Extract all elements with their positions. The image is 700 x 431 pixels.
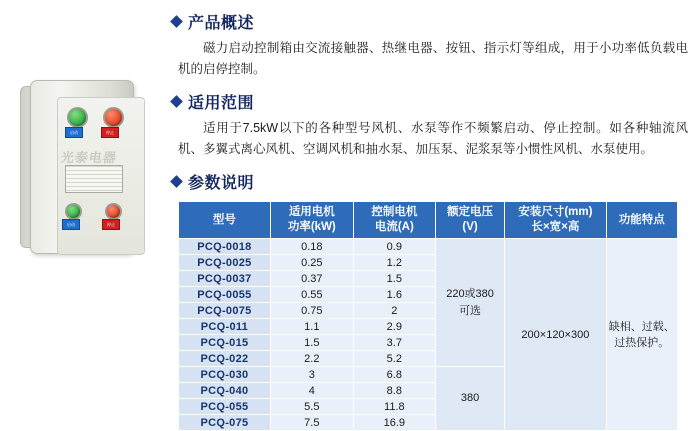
start-button-green[interactable] [67, 107, 88, 128]
col-header-size-line1: 安装尺寸(mm) [518, 206, 593, 218]
indicator-lamp-red[interactable] [105, 203, 122, 220]
cell-model: PCQ-011 [179, 319, 271, 335]
cell-current: 1.5 [353, 271, 435, 287]
diamond-bullet-icon [170, 95, 183, 108]
cell-power: 4 [270, 383, 353, 399]
cell-current: 1.6 [353, 287, 435, 303]
cell-model: PCQ-055 [179, 399, 271, 415]
diamond-bullet-icon [170, 175, 183, 188]
col-header-model [179, 202, 271, 239]
diamond-bullet-icon [170, 15, 183, 28]
section-text-scope: 适用于7.5kW以下的各种型号风机、水泵等作不频繁启动、停止控制。如各种轴流风机、多翼式离心风机、空调风机和抽水泵、加压泵、泥浆泵等小惯性风机、水泵使用。 [178, 121, 688, 156]
cell-power: 2.2 [270, 351, 353, 367]
cell-power: 3 [270, 367, 353, 383]
cell-voltage-group-1 [435, 239, 504, 367]
table-row [179, 239, 678, 255]
nameplate-text-lines [66, 166, 122, 192]
cell-power: 1.5 [270, 335, 353, 351]
col-header-current-line2: 电流(A) [374, 221, 414, 233]
cell-current: 6.8 [353, 367, 435, 383]
cell-current: 2.9 [353, 319, 435, 335]
table-header [179, 202, 678, 239]
col-header-features [606, 202, 677, 239]
cell-current: 0.9 [353, 239, 435, 255]
product-photo [12, 72, 152, 262]
col-header-current-line1: 控制电机 [371, 206, 418, 218]
cell-size: 200×120×300 [505, 239, 606, 431]
stop-button-tag: 停止 [101, 127, 119, 138]
cell-model: PCQ-015 [179, 335, 271, 351]
cell-current: 3.7 [353, 335, 435, 351]
cell-features [606, 239, 677, 431]
voltage-line1: 220或380 [446, 287, 494, 300]
start-button-tag: 启动 [65, 127, 83, 138]
lower-right-tag: 停止 [102, 219, 120, 230]
cell-power: 0.55 [270, 287, 353, 303]
cell-current: 11.8 [353, 399, 435, 415]
col-header-size [505, 202, 606, 239]
col-header-power-line1: 适用电机 [288, 206, 335, 218]
table-body [179, 239, 678, 431]
cell-model: PCQ-0018 [179, 239, 271, 255]
indicator-lamp-green[interactable] [65, 203, 82, 220]
cell-current: 5.2 [353, 351, 435, 367]
col-header-power [270, 202, 353, 239]
cell-current: 1.2 [353, 255, 435, 271]
cell-model: PCQ-0037 [179, 271, 271, 287]
cell-power: 1.1 [270, 319, 353, 335]
col-header-power-line2: 功率(kW) [287, 221, 336, 233]
cell-current: 8.8 [353, 383, 435, 399]
col-header-size-line2: 长×宽×高 [531, 221, 580, 233]
enclosure-body [30, 80, 134, 254]
cell-model: PCQ-0055 [179, 287, 271, 303]
cell-power: 0.18 [270, 239, 353, 255]
cell-power: 0.25 [270, 255, 353, 271]
section-title-scope: 适用范围 [188, 95, 255, 112]
cell-power: 0.37 [270, 271, 353, 287]
cell-voltage-group-2: 380 [435, 367, 504, 431]
section-text-overview: 磁力启动控制箱由交流接触器、热继电器、按钮、指示灯等组成，用于小功率低负载电机的启停控制。 [178, 41, 688, 76]
cell-power: 7.5 [270, 415, 353, 431]
section-header-overview [172, 10, 688, 33]
cell-model: PCQ-040 [179, 383, 271, 399]
nameplate [65, 165, 123, 193]
section-title-overview: 产品概述 [188, 15, 255, 32]
col-header-voltage [435, 202, 504, 239]
col-header-voltage-line2: (V) [462, 221, 478, 233]
cell-model: PCQ-075 [179, 415, 271, 431]
cell-model: PCQ-0025 [179, 255, 271, 271]
enclosure-brand-text: 光泰电器 [59, 150, 118, 165]
section-header-parameters [172, 170, 688, 193]
voltage-line2: 可选 [459, 304, 482, 317]
col-header-model-line1: 型号 [212, 213, 236, 226]
cell-model: PCQ-0075 [179, 303, 271, 319]
specification-table [178, 201, 678, 431]
feature-line2: 过热保护。 [614, 336, 670, 349]
cell-power: 5.5 [270, 399, 353, 415]
cell-model: PCQ-022 [179, 351, 271, 367]
cell-current: 16.9 [353, 415, 435, 431]
cell-current: 2 [353, 303, 435, 319]
section-title-parameters: 参数说明 [188, 175, 255, 192]
stop-button-red[interactable] [103, 107, 124, 128]
feature-line1: 缺相、过载、 [608, 320, 675, 333]
lower-left-tag: 启动 [62, 219, 80, 230]
col-header-voltage-line1: 额定电压 [447, 206, 494, 218]
table-header-row [179, 202, 678, 239]
col-header-current [353, 202, 435, 239]
col-header-features-line1: 功能特点 [618, 213, 665, 226]
cell-power: 0.75 [270, 303, 353, 319]
content-column [172, 0, 688, 431]
cell-model: PCQ-030 [179, 367, 271, 383]
section-header-scope [172, 90, 688, 113]
